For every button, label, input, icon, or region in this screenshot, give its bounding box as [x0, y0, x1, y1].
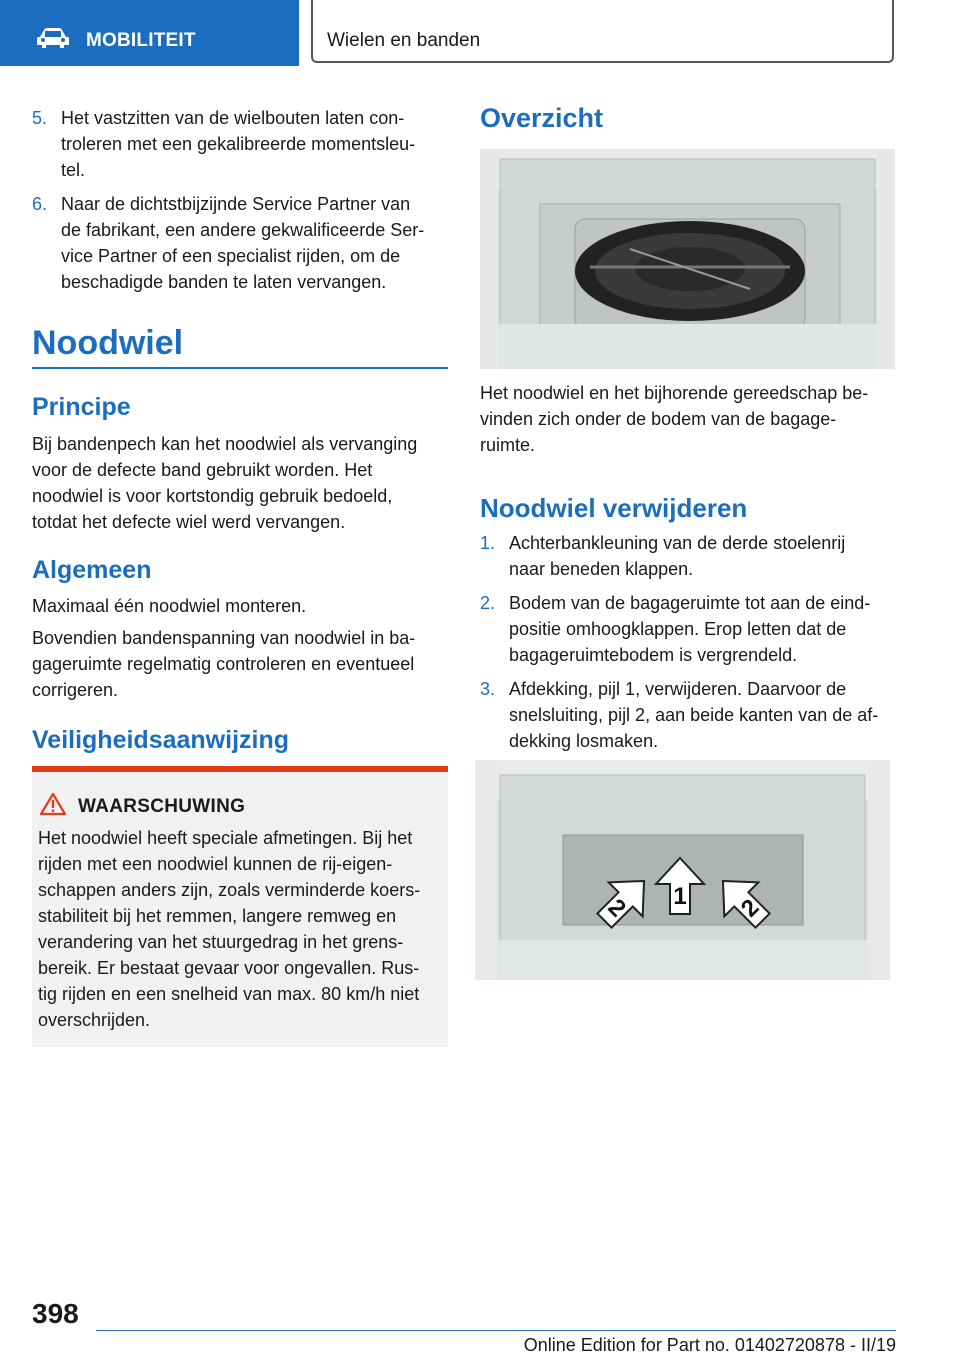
step-line: Bodem van de bagageruimte tot aan de eind‐	[509, 593, 871, 613]
step-line: tel.	[61, 160, 86, 180]
warning-triangle-icon	[39, 792, 67, 816]
footer-rule	[96, 1330, 896, 1331]
heading-principe: Principe	[32, 393, 131, 421]
text-line: Het noodwiel en het bijhorende gereedschap be‐	[480, 383, 869, 403]
paragraph-principe	[32, 431, 448, 535]
photo-spare-wheel-compartment	[480, 149, 895, 369]
text-line: totdat het defecte wiel werd vervangen.	[32, 512, 346, 532]
paragraph-algemeen-1: Maximaal één noodwiel monteren.	[32, 596, 307, 616]
step-line: Naar de dichtstbijzijnde Service Partner van	[61, 194, 411, 214]
spare-wheel-illustration	[480, 149, 895, 369]
page-header	[0, 0, 960, 66]
heading-rule	[32, 367, 448, 369]
arrow-label: 2	[602, 893, 632, 923]
text-line: ruimte.	[480, 435, 536, 455]
step-line: positie omhoogklappen. Erop letten dat de	[509, 619, 847, 639]
step-line: naar beneden klappen.	[509, 559, 694, 579]
text-line: verandering van het stuurgedrag in het grens‐	[38, 932, 404, 952]
chapter-title: Wielen en banden	[327, 30, 481, 51]
step-line: Afdekking, pijl 1, verwijderen. Daarvoor de	[509, 679, 847, 699]
cover-removal-illustration	[475, 760, 890, 980]
paragraph-overzicht	[480, 380, 896, 458]
step-line: Achterbankleuning van de derde stoelenrij	[509, 533, 846, 553]
step-line: de fabrikant, een andere gekwalificeerde Ser‐	[61, 220, 425, 240]
photo-cover-arrows	[475, 760, 890, 980]
text-line: Bij bandenpech kan het noodwiel als vervanging	[32, 434, 418, 454]
text-line: noodwiel is voor kortstondig gebruik bedoeld,	[32, 486, 393, 506]
text-line: tig rijden en een snelheid van max. 80 km/h niet	[38, 984, 420, 1004]
text-line: rijden met een noodwiel kunnen de rij-eigen‐	[38, 854, 393, 874]
step-1	[480, 530, 896, 582]
arrow-label: 2	[735, 893, 765, 923]
text-line: corrigeren.	[32, 680, 119, 700]
step-3	[480, 676, 896, 754]
warning-bar	[32, 766, 448, 772]
warning-text	[38, 825, 444, 1033]
step-5	[32, 105, 448, 183]
paragraph-algemeen-2	[32, 625, 448, 703]
step-number: 5.	[32, 108, 48, 128]
text-line: overschrijden.	[38, 1010, 151, 1030]
heading-veiligheidsaanwijzing: Veiligheidsaanwijzing	[32, 726, 290, 754]
text-line: bereik. Er bestaat gevaar voor ongevallen. Rus‐	[38, 958, 420, 978]
step-list-verwijderen	[480, 530, 896, 754]
step-2	[480, 590, 896, 668]
step-line: Het vastzitten van de wielbouten laten con‐	[61, 108, 405, 128]
step-number: 3.	[480, 679, 496, 699]
heading-noodwiel: Noodwiel	[32, 324, 184, 362]
text-line: vinden zich onder de bodem van de bagage‐	[480, 409, 837, 429]
chapter-title-box	[311, 0, 894, 63]
text-line: voor de defecte band gebruikt worden. Het	[32, 460, 373, 480]
heading-noodwiel-verwijderen: Noodwiel verwijderen	[480, 493, 748, 523]
step-line: troleren met een gekalibreerde momentsleu‐	[61, 134, 416, 154]
text-line: schappen anders zijn, zoals verminderde koers‐	[38, 880, 421, 900]
warning-title: WAARSCHUWING	[78, 796, 246, 817]
arrow-label: 1	[673, 883, 687, 910]
step-line: bagageruimtebodem is vergrendeld.	[509, 645, 798, 665]
step-number: 6.	[32, 194, 48, 214]
heading-algemeen: Algemeen	[32, 556, 152, 584]
text-line: Bovendien bandenspanning van noodwiel in ba‐	[32, 628, 416, 648]
text-line: Het noodwiel heeft speciale afmetingen. Bij het	[38, 828, 413, 848]
text-line: gageruimte regelmatig controleren en eventueel	[32, 654, 415, 674]
step-6	[32, 191, 448, 295]
step-number: 2.	[480, 593, 496, 613]
step-list-continued	[32, 105, 448, 295]
section-tab	[0, 0, 299, 66]
step-line: snelsluiting, pijl 2, aan beide kanten van de af‐	[509, 705, 879, 725]
step-line: dekking losmaken.	[509, 731, 659, 751]
footer-edition: Online Edition for Part no. 01402720878 - II/19	[523, 1335, 896, 1355]
section-label: MOBILITEIT	[86, 30, 196, 51]
car-icon	[36, 27, 70, 49]
page-number: 398	[32, 1298, 79, 1329]
step-line: beschadigde banden te laten vervangen.	[61, 272, 387, 292]
heading-overzicht: Overzicht	[480, 103, 604, 133]
step-number: 1.	[480, 533, 496, 553]
text-line: stabiliteit bij het remmen, langere remweg en	[38, 906, 397, 926]
warning-box	[32, 766, 448, 1047]
step-line: vice Partner of een specialist rijden, om de	[61, 246, 401, 266]
